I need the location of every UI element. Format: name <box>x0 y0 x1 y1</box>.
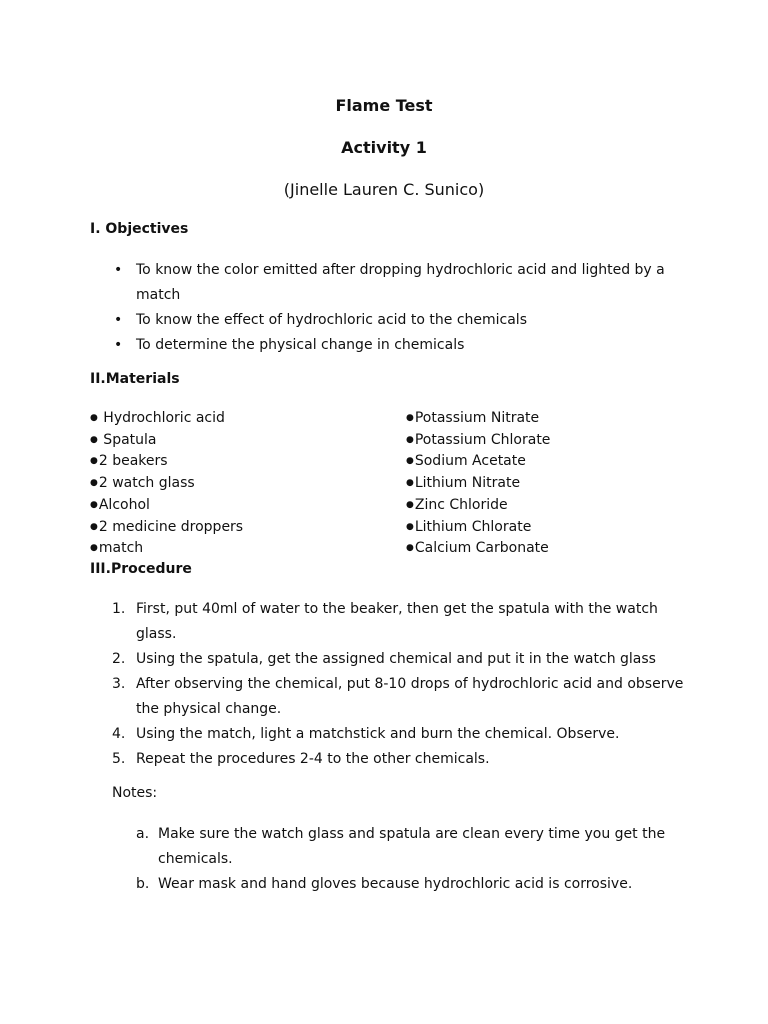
list-item: ●Zinc Chloride <box>406 496 508 513</box>
bullet-icon: ● <box>90 499 98 510</box>
step-number: 5. <box>112 751 126 767</box>
list-item: ●Potassium Nitrate <box>406 410 540 426</box>
bullet-icon: ● <box>90 413 98 423</box>
list-item: • To know the color emitted after dropping hydrochloric acid and lighted by a match <box>112 258 692 308</box>
bullet-icon: ● <box>406 413 414 423</box>
list-item: ●2 watch glass <box>90 475 195 492</box>
materials-list-right <box>406 408 706 560</box>
list-item: ● Spatula <box>90 431 157 448</box>
list-item: • To determine the physical change in chemicals <box>112 333 692 358</box>
bullet-icon: ● <box>406 456 414 467</box>
notes-label: Notes: <box>112 785 158 801</box>
list-item <box>112 647 692 672</box>
step-text: First, put 40ml of water to the beaker, then get the spatula with the watch glass. <box>136 601 658 642</box>
list-item: ●match <box>90 540 144 557</box>
list-item <box>112 747 692 772</box>
procedure-heading: III.Procedure <box>90 561 192 577</box>
notes-list <box>136 822 676 897</box>
note-text: Wear mask and hand gloves because hydrochloric acid is corrosive. <box>158 876 633 892</box>
list-item: ●2 medicine droppers <box>90 518 244 535</box>
list-item: • To know the effect of hydrochloric acid to the chemicals <box>112 308 692 333</box>
materials-list-left <box>90 408 390 560</box>
step-text: Using the spatula, get the assigned chemical and put it in the watch glass <box>136 651 656 667</box>
document-subtitle: Activity 1 <box>341 138 427 157</box>
procedure-list <box>112 597 692 772</box>
note-letter: a. <box>136 826 150 842</box>
note-text: Make sure the watch glass and spatula are clean every time you get the chemicals. <box>158 826 666 867</box>
step-text: Repeat the procedures 2-4 to the other chemicals. <box>136 751 490 767</box>
step-number: 3. <box>112 676 126 692</box>
list-item <box>112 672 692 722</box>
list-item <box>112 722 692 747</box>
list-item: ●Sodium Acetate <box>406 453 526 470</box>
step-number: 1. <box>112 601 126 617</box>
list-item <box>136 872 676 897</box>
bullet-icon: ● <box>406 521 414 532</box>
list-item: ● Hydrochloric acid <box>90 410 225 426</box>
step-number: 4. <box>112 726 126 742</box>
bullet-icon: ● <box>90 434 98 445</box>
author-name: (Jinelle Lauren C. Sunico) <box>283 180 485 199</box>
objectives-heading: I. Objectives <box>90 221 189 237</box>
list-item <box>136 822 676 872</box>
list-item <box>112 597 692 647</box>
objectives-list <box>112 258 692 358</box>
step-number: 2. <box>112 651 126 667</box>
bullet-icon: ● <box>406 543 414 554</box>
step-text: Using the match, light a matchstick and burn the chemical. Observe. <box>136 726 620 742</box>
list-item: ●Alcohol <box>90 496 150 513</box>
bullet-icon: ● <box>90 543 98 554</box>
bullet-icon: ● <box>90 456 98 467</box>
step-text: After observing the chemical, put 8-10 drops of hydrochloric acid and observe the physical change. <box>136 676 684 717</box>
list-item: ●Potassium Chlorate <box>406 431 551 448</box>
list-item: ●Calcium Carbonate <box>406 540 549 557</box>
bullet-icon: ● <box>90 521 98 532</box>
bullet-icon: ● <box>90 478 98 489</box>
bullet-icon: ● <box>406 478 414 489</box>
bullet-icon: ● <box>406 499 414 510</box>
materials-heading: II.Materials <box>90 371 180 387</box>
list-item: ●2 beakers <box>90 453 168 470</box>
document-title: Flame Test <box>335 96 433 115</box>
list-item: ●Lithium Chlorate <box>406 518 532 535</box>
note-letter: b. <box>136 876 150 892</box>
bullet-icon: ● <box>406 434 414 445</box>
list-item: ●Lithium Nitrate <box>406 475 521 492</box>
